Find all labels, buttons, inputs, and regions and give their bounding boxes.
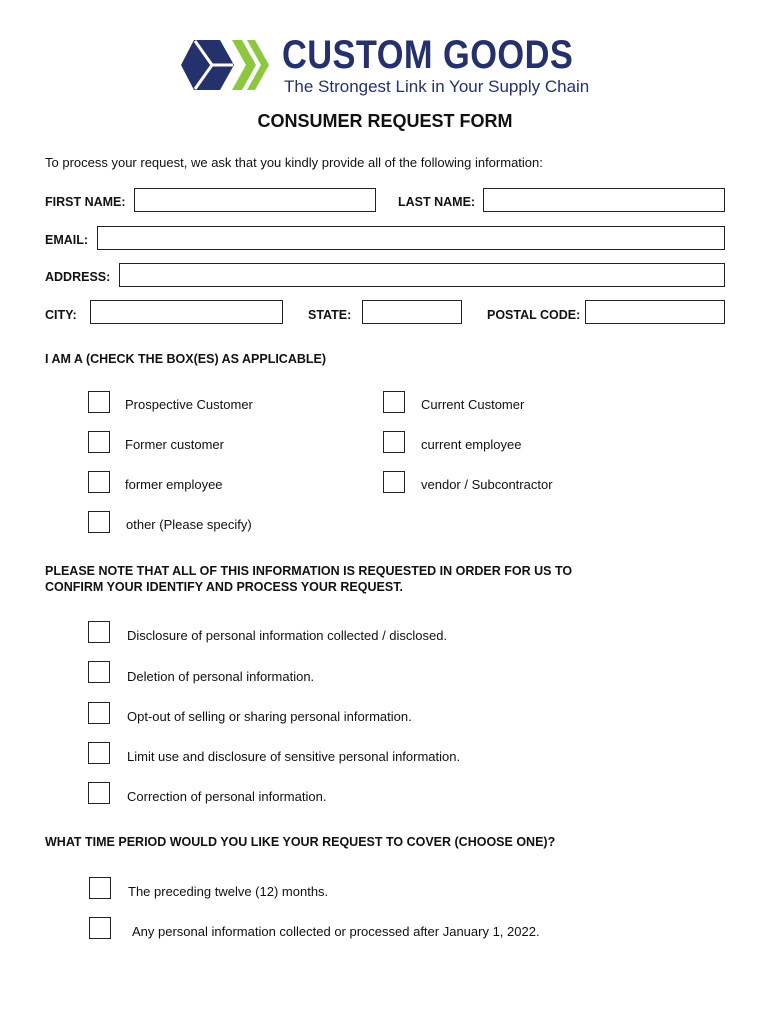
checkbox-current-customer[interactable] [383, 391, 405, 413]
checkbox-former-employee[interactable] [88, 471, 110, 493]
note-line-2: CONFIRM YOUR IDENTIFY AND PROCESS YOUR REQUEST. [45, 580, 403, 594]
option-label: Deletion of personal information. [127, 669, 315, 684]
option-label: Correction of personal information. [127, 789, 327, 804]
address-field[interactable] [119, 263, 725, 287]
last-name-label: LAST NAME: [398, 195, 476, 209]
address-label: ADDRESS: [45, 270, 111, 284]
form-intro: To process your request, we ask that you kindly provide all of the following information: [45, 155, 543, 170]
checkbox-deletion[interactable] [88, 661, 110, 683]
option-label: Any personal information collected or processed after January 1, 2022. [132, 924, 540, 939]
checkbox-former-customer[interactable] [88, 431, 110, 453]
first-name-label: FIRST NAME: [45, 195, 126, 209]
checkbox-preceding-twelve-months[interactable] [89, 877, 111, 899]
brand-name: CUSTOM GOODS [282, 33, 574, 77]
postal-code-field[interactable] [585, 300, 725, 324]
checkbox-vendor-subcontractor[interactable] [383, 471, 405, 493]
option-label: The preceding twelve (12) months. [128, 884, 329, 899]
option-label: Opt-out of selling or sharing personal information. [127, 709, 412, 724]
last-name-field[interactable] [483, 188, 725, 212]
note-line-1: PLEASE NOTE THAT ALL OF THIS INFORMATION IS REQUESTED IN ORDER FOR US TO [45, 564, 573, 578]
checkbox-opt-out[interactable] [88, 702, 110, 724]
option-label: current employee [421, 437, 522, 452]
state-label: STATE: [308, 308, 352, 322]
option-label: other (Please specify) [126, 517, 252, 532]
state-field[interactable] [362, 300, 462, 324]
option-label: former employee [125, 477, 223, 492]
checkbox-prospective-customer[interactable] [88, 391, 110, 413]
option-label: Current Customer [421, 397, 525, 412]
option-label: Limit use and disclosure of sensitive personal information. [127, 749, 461, 764]
checkbox-current-employee[interactable] [383, 431, 405, 453]
city-field[interactable] [90, 300, 283, 324]
period-heading: WHAT TIME PERIOD WOULD YOU LIKE YOUR REQUEST TO COVER (CHOOSE ONE)? [45, 835, 556, 849]
checkbox-after-january-2022[interactable] [89, 917, 111, 939]
email-field[interactable] [97, 226, 725, 250]
option-label: vendor / Subcontractor [421, 477, 553, 492]
form-title: CONSUMER REQUEST FORM [257, 111, 513, 131]
checkbox-disclosure[interactable] [88, 621, 110, 643]
postal-code-label: POSTAL CODE: [487, 308, 581, 322]
checkbox-other[interactable] [88, 511, 110, 533]
brand-tagline: The Strongest Link in Your Supply Chain [284, 77, 590, 96]
checkbox-correction[interactable] [88, 782, 110, 804]
city-label: CITY: [45, 308, 77, 322]
first-name-field[interactable] [134, 188, 376, 212]
checkbox-limit-use[interactable] [88, 742, 110, 764]
option-label: Disclosure of personal information collected / disclosed. [127, 628, 448, 643]
option-label: Former customer [125, 437, 224, 452]
role-heading: I AM A (CHECK THE BOX(ES) AS APPLICABLE) [45, 352, 327, 366]
option-label: Prospective Customer [125, 397, 253, 412]
cube-chevrons-logo-icon [180, 38, 270, 94]
email-label: EMAIL: [45, 233, 89, 247]
